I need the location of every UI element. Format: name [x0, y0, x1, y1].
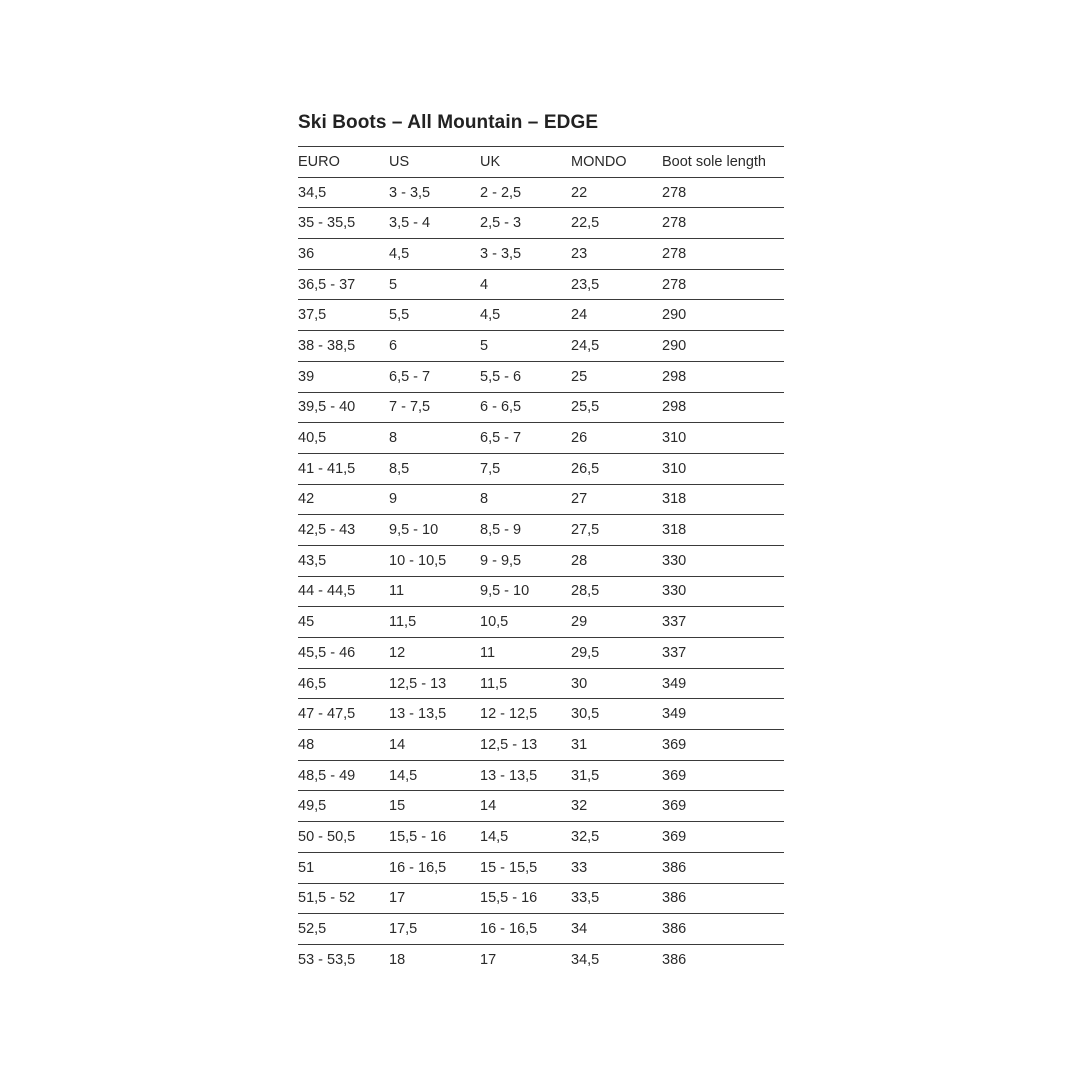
cell-uk: 7,5 [480, 453, 571, 484]
cell-boot-sole-length: 369 [662, 760, 784, 791]
cell-uk: 2 - 2,5 [480, 177, 571, 208]
cell-euro: 45 [298, 607, 389, 638]
cell-boot-sole-length: 278 [662, 269, 784, 300]
cell-boot-sole-length: 386 [662, 951, 687, 968]
cell-mondo: 22,5 [571, 208, 662, 239]
cell-us: 13 - 13,5 [389, 699, 480, 730]
cell-euro: 50 - 50,5 [298, 822, 389, 853]
cell-boot-sole-length: 278 [662, 177, 784, 208]
cell-euro: 49,5 [298, 791, 389, 822]
cell-uk: 15,5 - 16 [480, 883, 571, 914]
table-row [298, 515, 784, 546]
cell-mondo: 24 [571, 300, 662, 331]
cell-uk: 14 [480, 791, 571, 822]
table-row [298, 208, 784, 239]
cell-us: 8,5 [389, 453, 480, 484]
cell-boot-sole-length: 337 [662, 607, 784, 638]
cell-mondo: 31 [571, 730, 662, 761]
table-row [298, 300, 784, 331]
cell-boot-sole-length: 318 [662, 515, 784, 546]
cell-uk: 11,5 [480, 668, 571, 699]
cell-boot-sole-length: 369 [662, 730, 784, 761]
cell-mondo: 30 [571, 668, 662, 699]
table-row [298, 852, 784, 883]
cell-euro: 39,5 - 40 [298, 392, 389, 423]
table-row [298, 668, 784, 699]
cell-uk: 8 [480, 484, 571, 515]
cell-us: 6 [389, 331, 480, 362]
cell-mondo: 23 [571, 239, 662, 270]
cell-euro: 52,5 [298, 914, 389, 945]
cell-us: 12,5 - 13 [389, 668, 480, 699]
cell-boot-sole-length: 290 [662, 300, 784, 331]
cell-euro: 36,5 - 37 [298, 269, 389, 300]
table-row [298, 914, 784, 945]
cell-euro: 36 [298, 239, 389, 270]
cell-us: 17,5 [389, 914, 480, 945]
cell-mondo: 30,5 [571, 699, 662, 730]
cell-us: 10 - 10,5 [389, 545, 480, 576]
cell-uk: 13 - 13,5 [480, 760, 571, 791]
cell-euro: 35 - 35,5 [298, 208, 389, 239]
cell-us: 9 [389, 484, 480, 515]
cell-uk: 11 [480, 638, 571, 669]
column-header-uk: UK [480, 147, 571, 178]
cell-uk: 5,5 - 6 [480, 361, 571, 392]
cell-uk: 14,5 [480, 822, 571, 853]
column-header-mondo: MONDO [571, 147, 662, 178]
table-row [298, 791, 784, 822]
cell-us: 9,5 - 10 [389, 515, 480, 546]
cell-mondo: 24,5 [571, 331, 662, 362]
cell-us: 12 [389, 638, 480, 669]
size-table [298, 146, 784, 975]
cell-us: 3 - 3,5 [389, 177, 480, 208]
cell-uk: 16 - 16,5 [480, 914, 571, 945]
cell-euro: 51 [298, 852, 389, 883]
size-chart [298, 110, 784, 975]
cell-mondo: 22 [571, 177, 662, 208]
cell-euro: 39 [298, 361, 389, 392]
cell-uk: 9 - 9,5 [480, 545, 571, 576]
cell-mondo: 32 [571, 791, 662, 822]
cell-us: 15 [389, 791, 480, 822]
cell-us: 14,5 [389, 760, 480, 791]
cell-us: 16 - 16,5 [389, 852, 480, 883]
cell-mondo: 32,5 [571, 822, 662, 853]
cell-euro: 41 - 41,5 [298, 453, 389, 484]
cell-us: 3,5 - 4 [389, 208, 480, 239]
cell-uk: 9,5 - 10 [480, 576, 571, 607]
table-row [298, 576, 784, 607]
cell-boot-sole-length: 369 [662, 822, 784, 853]
cell-us: 17 [389, 883, 480, 914]
cell-us: 18 [389, 951, 406, 968]
table-row [298, 453, 784, 484]
cell-euro: 47 - 47,5 [298, 699, 389, 730]
cell-uk: 4,5 [480, 300, 571, 331]
cell-boot-sole-length: 310 [662, 453, 784, 484]
cell-euro: 46,5 [298, 668, 389, 699]
cell-mondo: 27 [571, 484, 662, 515]
cell-mondo: 29 [571, 607, 662, 638]
cell-us: 4,5 [389, 239, 480, 270]
cell-mondo: 33 [571, 852, 662, 883]
cell-euro: 44 - 44,5 [298, 576, 389, 607]
table-row [298, 699, 784, 730]
cell-uk: 2,5 - 3 [480, 208, 571, 239]
table-row [298, 484, 784, 515]
cell-us: 15,5 - 16 [389, 822, 480, 853]
cell-mondo: 33,5 [571, 883, 662, 914]
cell-mondo: 34,5 [571, 951, 600, 968]
cell-boot-sole-length: 318 [662, 484, 784, 515]
cell-euro: 38 - 38,5 [298, 331, 389, 362]
cell-mondo: 31,5 [571, 760, 662, 791]
cell-euro: 48 [298, 730, 389, 761]
table-row [298, 361, 784, 392]
cell-us: 7 - 7,5 [389, 392, 480, 423]
cell-boot-sole-length: 349 [662, 668, 784, 699]
cell-uk: 15 - 15,5 [480, 852, 571, 883]
cell-us: 11 [389, 576, 480, 607]
cell-uk: 3 - 3,5 [480, 239, 571, 270]
cell-boot-sole-length: 386 [662, 914, 784, 945]
table-row [298, 607, 784, 638]
cell-boot-sole-length: 369 [662, 791, 784, 822]
cell-uk: 6 - 6,5 [480, 392, 571, 423]
cell-boot-sole-length: 278 [662, 239, 784, 270]
cell-boot-sole-length: 278 [662, 208, 784, 239]
cell-mondo: 26,5 [571, 453, 662, 484]
cell-euro: 34,5 [298, 177, 389, 208]
cell-boot-sole-length: 298 [662, 392, 784, 423]
cell-mondo: 27,5 [571, 515, 662, 546]
cell-uk: 17 [480, 951, 497, 968]
table-row [298, 392, 784, 423]
cell-uk: 6,5 - 7 [480, 423, 571, 454]
cell-mondo: 28 [571, 545, 662, 576]
column-header-boot-sole-length: Boot sole length [662, 147, 784, 178]
header-row [298, 147, 784, 178]
cell-boot-sole-length: 298 [662, 361, 784, 392]
cell-us: 5,5 [389, 300, 480, 331]
table-row [298, 822, 784, 853]
cell-us: 11,5 [389, 607, 480, 638]
cell-boot-sole-length: 337 [662, 638, 784, 669]
cell-uk: 10,5 [480, 607, 571, 638]
cell-boot-sole-length: 386 [662, 883, 784, 914]
cell-boot-sole-length: 310 [662, 423, 784, 454]
table-row [298, 239, 784, 270]
cell-euro: 40,5 [298, 423, 389, 454]
cell-boot-sole-length: 349 [662, 699, 784, 730]
table-row [298, 269, 784, 300]
cell-boot-sole-length: 290 [662, 331, 784, 362]
table-row [298, 177, 784, 208]
chart-title: Ski Boots – All Mountain – EDGE [298, 112, 599, 133]
cell-euro: 42,5 - 43 [298, 515, 389, 546]
cell-mondo: 28,5 [571, 576, 662, 607]
cell-euro: 37,5 [298, 300, 389, 331]
table-row [298, 944, 784, 974]
column-header-euro: EURO [298, 147, 389, 178]
cell-mondo: 25 [571, 361, 662, 392]
table-header [298, 147, 784, 178]
table-row [298, 638, 784, 669]
table-row [298, 423, 784, 454]
cell-euro: 45,5 - 46 [298, 638, 389, 669]
cell-uk: 4 [480, 269, 571, 300]
cell-uk: 12,5 - 13 [480, 730, 571, 761]
table-row [298, 331, 784, 362]
cell-mondo: 29,5 [571, 638, 662, 669]
cell-mondo: 34 [571, 914, 662, 945]
table-body [298, 177, 784, 974]
cell-boot-sole-length: 386 [662, 852, 784, 883]
cell-euro: 51,5 - 52 [298, 883, 389, 914]
cell-mondo: 26 [571, 423, 662, 454]
column-header-us: US [389, 147, 480, 178]
table-row [298, 883, 784, 914]
cell-mondo: 25,5 [571, 392, 662, 423]
cell-us: 8 [389, 423, 480, 454]
table-row [298, 730, 784, 761]
table-row [298, 545, 784, 576]
cell-euro: 53 - 53,5 [298, 951, 356, 968]
cell-uk: 8,5 - 9 [480, 515, 571, 546]
cell-euro: 42 [298, 484, 389, 515]
cell-us: 6,5 - 7 [389, 361, 480, 392]
cell-mondo: 23,5 [571, 269, 662, 300]
cell-uk: 5 [480, 331, 571, 362]
table-row [298, 760, 784, 791]
cell-us: 14 [389, 730, 480, 761]
cell-uk: 12 - 12,5 [480, 699, 571, 730]
cell-us: 5 [389, 269, 480, 300]
cell-euro: 48,5 - 49 [298, 760, 389, 791]
cell-boot-sole-length: 330 [662, 545, 784, 576]
cell-boot-sole-length: 330 [662, 576, 784, 607]
cell-euro: 43,5 [298, 545, 389, 576]
